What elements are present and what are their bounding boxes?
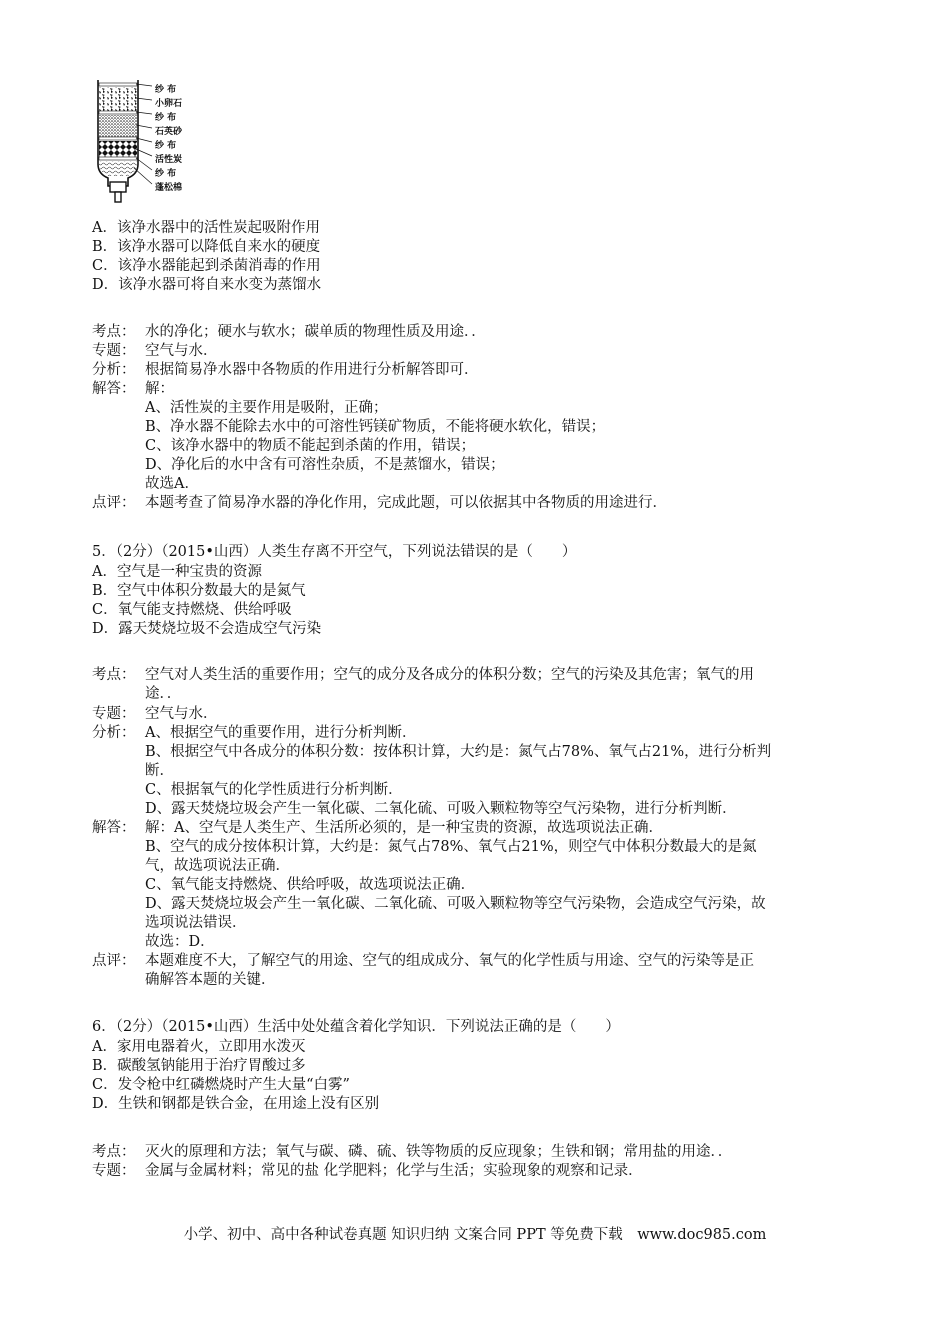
q5-fenxi-line-5: D、露天焚烧垃圾会产生一氧化碳、二氧化硫、可吸入颗粒物等空气污染物，进行分析判断． xyxy=(145,801,737,817)
q4-kaodian: 水的净化；硬水与软水；碳单质的物理性质及用途．． xyxy=(145,324,486,340)
q4-zhuanti-label: 专题： xyxy=(92,343,136,359)
q5-jieda-line-4: C、氧气能支持燃烧、供给呼吸，故选项说法正确． xyxy=(145,877,476,893)
q5-dianping-line-1: 本题难度不大，了解空气的用途、空气的组成成分、氧气的化学性质与用途、空气的污染等是正 xyxy=(145,953,754,969)
q6-zhuanti-label: 专题： xyxy=(92,1163,136,1179)
q5-jieda-line-3: 气，故选项说法正确． xyxy=(145,858,290,874)
q6-kaodian: 灭火的原理和方法；氧气与碳、磷、硫、铁等物质的反应现象；生铁和钢；常用盐的用途．． xyxy=(145,1144,733,1160)
q5-fenxi-line-1: A、根据空气的重要作用，进行分析判断． xyxy=(145,725,417,741)
q5-option-c: C．氧气能支持燃烧、供给呼吸 xyxy=(92,602,292,618)
figure-label-gauze-2: 纱 布 xyxy=(155,113,177,123)
q4-dianping-label: 点评： xyxy=(92,495,136,511)
q4-jieda-line-5: D、净化后的水中含有可溶性杂质，不是蒸馏水，错误； xyxy=(145,457,505,473)
q4-fenxi: 根据简易净水器中各物质的作用进行分析解答即可． xyxy=(145,362,479,378)
q6-option-b: B．碳酸氢钠能用于治疗胃酸过多 xyxy=(92,1058,306,1074)
q6-zhuanti: 金属与金属材料；常见的盐 化学肥料；化学与生活；实验现象的观察和记录． xyxy=(145,1163,643,1179)
q5-kaodian-label: 考点： xyxy=(92,667,136,683)
q5-fenxi-line-4: C、根据氧气的化学性质进行分析判断． xyxy=(145,782,403,798)
q5-fenxi-line-3: 断． xyxy=(145,763,174,779)
q4-option-a: A．该净水器中的活性炭起吸附作用 xyxy=(92,220,320,236)
q5-zhuanti: 空气与水． xyxy=(145,706,218,722)
q5-kaodian-line-1: 空气对人类生活的重要作用；空气的成分及各成分的体积分数；空气的污染及其危害；氧气的用 xyxy=(145,667,754,683)
q4-dianping: 本题考查了简易净水器的净化作用，完成此题，可以依据其中各物质的用途进行． xyxy=(145,495,667,511)
figure-label-activated-carbon: 活性炭 xyxy=(155,155,183,165)
q6-option-c: C．发令枪中红磷燃烧时产生大量“白雾” xyxy=(92,1077,350,1093)
figure-label-cotton: 蓬松棉 xyxy=(155,183,183,193)
q5-option-b: B．空气中体积分数最大的是氮气 xyxy=(92,583,306,599)
q4-fenxi-label: 分析： xyxy=(92,362,136,378)
q4-jieda-line-1: 解： xyxy=(145,381,174,397)
q5-jieda-line-7: 故选：D． xyxy=(145,934,215,950)
q5-kaodian-line-2: 途．． xyxy=(145,686,182,702)
figure-label-gauze-1: 纱 布 xyxy=(155,85,177,95)
q5-fenxi-label: 分析： xyxy=(92,725,136,741)
figure-label-pebbles: 小卵石 xyxy=(155,99,183,109)
q4-jieda-label: 解答： xyxy=(92,381,136,397)
figure-label-gauze-4: 纱 布 xyxy=(155,169,177,179)
q5-dianping-line-2: 确解答本题的关键． xyxy=(145,972,276,988)
q6-option-a: A．家用电器着火，立即用水泼灭 xyxy=(92,1039,306,1055)
q5-dianping-label: 点评： xyxy=(92,953,136,969)
page-footer: 小学、初中、高中各种试卷真题 知识归纳 文案合同 PPT 等免费下载 www.doc985.com xyxy=(183,1227,767,1243)
q4-option-d: D．该净水器可将自来水变为蒸馏水 xyxy=(92,277,322,293)
figure-label-quartz-sand: 石英砂 xyxy=(155,127,183,137)
q6-option-d: D．生铁和钢都是铁合金，在用途上没有区别 xyxy=(92,1096,380,1112)
q4-option-b: B．该净水器可以降低自来水的硬度 xyxy=(92,239,321,255)
q4-jieda-line-2: A、活性炭的主要作用是吸附，正确； xyxy=(145,400,388,416)
q6-title: 6．（2分）（2015•山西）生活中处处蕴含着化学知识．下列说法正确的是（ ） xyxy=(92,1019,620,1035)
q5-jieda-line-6: 选项说法错误． xyxy=(145,915,247,931)
q4-option-c: C．该净水器能起到杀菌消毒的作用 xyxy=(92,258,321,274)
water-purifier-figure xyxy=(90,78,210,208)
purifier-bottle xyxy=(98,80,138,202)
q5-jieda-line-5: D、露天焚烧垃圾会产生一氧化碳、二氧化硫、可吸入颗粒物等空气污染物，会造成空气污染，故 xyxy=(145,896,766,912)
q5-jieda-line-2: B、空气的成分按体积计算，大约是：氮气占78%、氧气占21%，则空气中体积分数最大的是氮 xyxy=(145,839,757,855)
q5-title: 5．（2分）（2015•山西）人类生存离不开空气，下列说法错误的是（ ） xyxy=(92,544,577,560)
q5-option-d: D．露天焚烧垃圾不会造成空气污染 xyxy=(92,621,322,637)
q4-kaodian-label: 考点： xyxy=(92,324,136,340)
figure-label-gauze-3: 纱 布 xyxy=(155,141,177,151)
q5-jieda-label: 解答： xyxy=(92,820,136,836)
q5-jieda-line-1: 解：A、空气是人类生产、生活所必须的，是一种宝贵的资源，故选项说法正确． xyxy=(145,820,663,836)
q5-option-a: A．空气是一种宝贵的资源 xyxy=(92,564,262,580)
q4-jieda-line-4: C、该净水器中的物质不能起到杀菌的作用，错误； xyxy=(145,438,476,454)
q5-fenxi-line-2: B、根据空气中各成分的体积分数：按体积计算，大约是：氮气占78%、氧气占21%，进行分析判 xyxy=(145,744,772,760)
q5-zhuanti-label: 专题： xyxy=(92,706,136,722)
q4-jieda-line-6: 故选A． xyxy=(145,476,199,492)
q6-kaodian-label: 考点： xyxy=(92,1144,136,1160)
q4-jieda-line-3: B、净水器不能除去水中的可溶性钙镁矿物质，不能将硬水软化，错误； xyxy=(145,419,606,435)
q4-zhuanti: 空气与水． xyxy=(145,343,218,359)
